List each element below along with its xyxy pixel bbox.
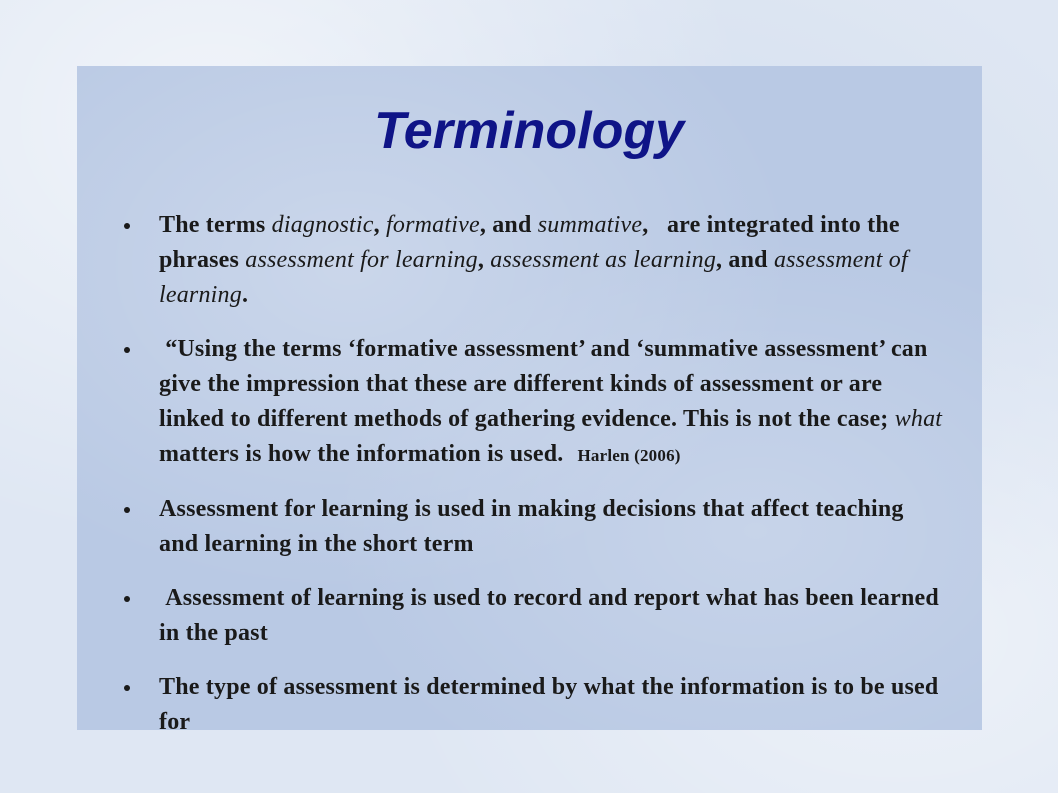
bullet-dot-icon [124, 596, 130, 602]
bullet-item [118, 332, 948, 473]
bullet-text: The type of assessment is determined by what the information is to be used for [159, 674, 939, 735]
bullet-dot-icon [124, 685, 130, 691]
bullet-list [118, 208, 948, 759]
bullet-text: Assessment of learning is used to record and report what has been learned in the past [159, 585, 946, 646]
bullet-item [118, 492, 948, 562]
bullet-text: Assessment for learning is used in making decisions that affect teaching and learning in the short term [159, 496, 904, 557]
slide-title: Terminology [373, 102, 685, 160]
bullet-item [118, 670, 948, 740]
bullet-dot-icon [124, 347, 130, 353]
bullet-dot-icon [124, 223, 130, 229]
citation: Harlen (2006) [577, 446, 681, 465]
bullet-item [118, 581, 948, 651]
bullet-item [118, 208, 948, 313]
bullet-dot-icon [124, 507, 130, 513]
bullet-text: The terms diagnostic, formative, and summative, are integrated into the phrases assessment for learning, assessment as learning, and assessment of learning. [159, 212, 908, 308]
bullet-text: “Using the terms ‘formative assessment’ and ‘summative assessment’ can give the impression that these are different kinds of assessment or are linked to different methods of gathering evidence. This is not the case; what matters is how the information is used. Harlen (2006) [159, 336, 943, 467]
